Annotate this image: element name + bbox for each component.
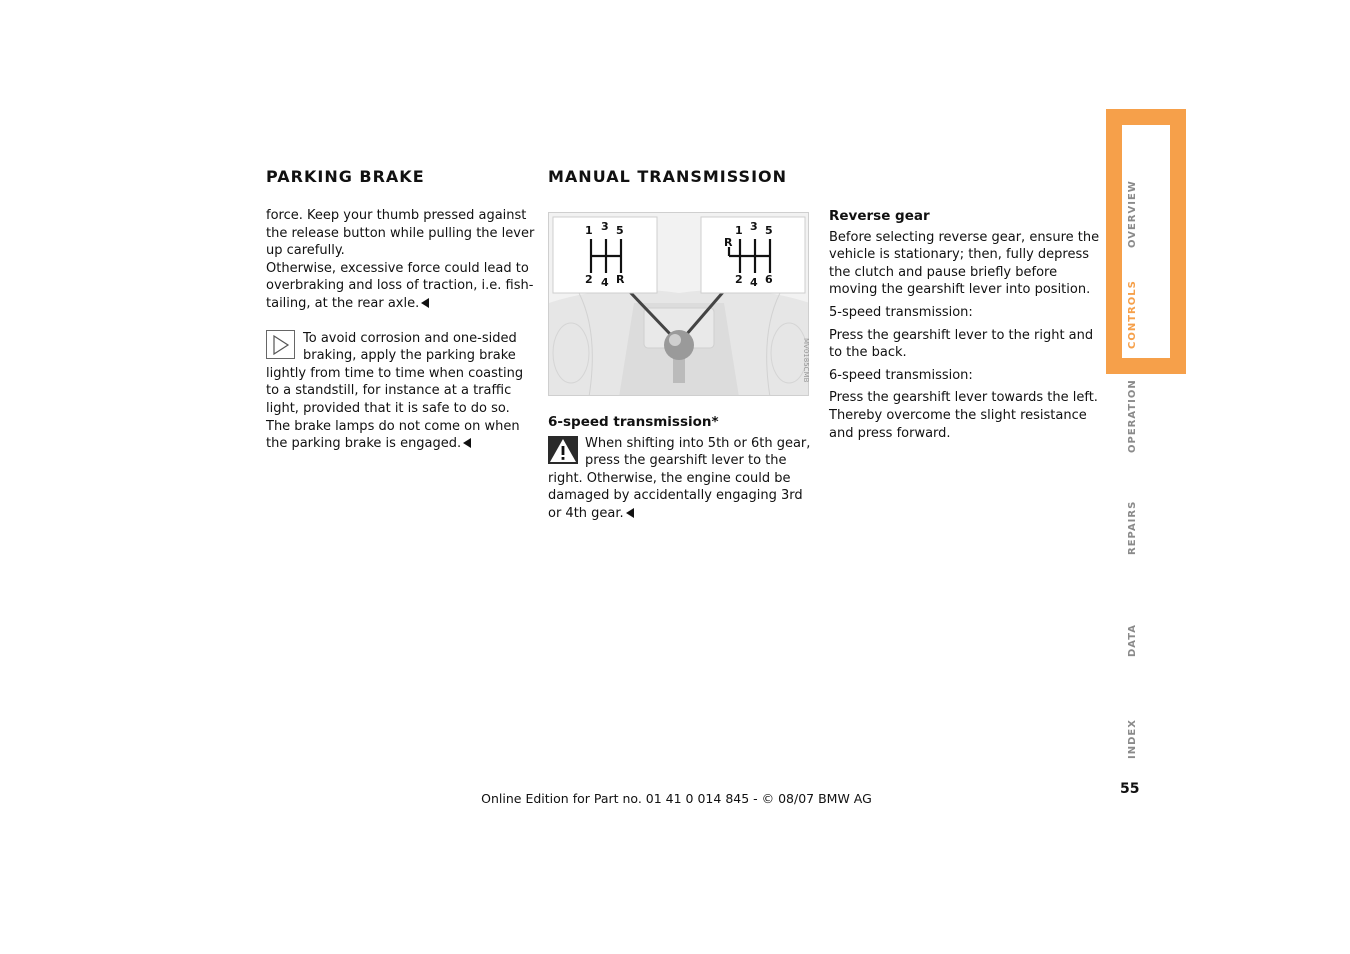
illustration-code: MV0185CMB bbox=[802, 338, 810, 383]
section-title-manual-transmission: MANUAL TRANSMISSION bbox=[548, 167, 788, 186]
section-title-parking-brake: PARKING BRAKE bbox=[266, 167, 425, 186]
gear-label: R bbox=[724, 236, 733, 249]
warning-triangle-icon bbox=[548, 436, 578, 464]
parking-brake-para2 bbox=[266, 260, 538, 313]
gear-label: 3 bbox=[601, 220, 609, 233]
gear-label: 5 bbox=[765, 224, 773, 237]
reverse-gear-para: Before selecting reverse gear, ensure the vehicle is stationary; then, fully depress the clutch and pause briefly before moving the gearshift lever into position. bbox=[829, 229, 1100, 298]
gear-label: 4 bbox=[601, 276, 609, 289]
tab-data[interactable]: DATA bbox=[1127, 623, 1138, 657]
gear-label: R bbox=[616, 273, 625, 286]
parking-brake-para2-text: Otherwise, excessive force could lead to overbraking and loss of traction, i.e. fish-tailing, at the rear axle. bbox=[266, 260, 534, 311]
five-speed-text: Press the gearshift lever to the right and to the back. bbox=[829, 327, 1094, 361]
end-mark-icon bbox=[626, 508, 634, 518]
gear-label: 6 bbox=[765, 273, 773, 286]
tab-index[interactable]: INDEX bbox=[1127, 719, 1138, 759]
six-speed-text: Press the gearshift lever towards the left. Thereby overcome the slight resistance and press forward. bbox=[829, 390, 1098, 441]
gear-label: 4 bbox=[750, 276, 758, 289]
tab-repairs[interactable]: REPAIRS bbox=[1127, 500, 1138, 555]
note-arrow-icon bbox=[266, 330, 295, 359]
note-text: To avoid corrosion and one-sided braking, apply the parking brake lightly from time to time when coasting to a standstill, for instance at a traffic light, provided that it is safe to do so. The brake lamps do not come on when the parking brake is engaged. bbox=[266, 330, 524, 452]
tab-overview[interactable]: OVERVIEW bbox=[1127, 180, 1138, 248]
gearshift-illustration bbox=[548, 212, 809, 396]
gear-label: 2 bbox=[735, 273, 743, 286]
parking-brake-para1: force. Keep your thumb pressed against the release button while pulling the lever up carefully. bbox=[266, 208, 535, 259]
six-speed-label: 6-speed transmission: bbox=[829, 367, 973, 383]
gear-label: 2 bbox=[585, 273, 593, 286]
page-number: 55 bbox=[1120, 781, 1140, 797]
middle-column bbox=[548, 414, 818, 523]
left-column bbox=[266, 207, 538, 453]
right-column bbox=[829, 208, 1101, 442]
warning-text: When shifting into 5th or 6th gear, press the gearshift lever to the right. Otherwise, the engine could be damaged by accidentally engaging 3rd or 4th gear. bbox=[548, 435, 811, 521]
six-speed-subheading: 6-speed transmission* bbox=[548, 414, 719, 430]
footer-text: Online Edition for Part no. 01 41 0 014 845 - © 08/07 BMW AG bbox=[481, 791, 872, 806]
warning-block bbox=[548, 435, 818, 523]
end-mark-icon bbox=[421, 298, 429, 308]
five-speed-label: 5-speed transmission: bbox=[829, 304, 973, 320]
gear-label: 1 bbox=[735, 224, 743, 237]
tab-operation[interactable]: OPERATION bbox=[1127, 379, 1138, 453]
end-mark-icon bbox=[463, 438, 471, 448]
reverse-gear-subheading: Reverse gear bbox=[829, 208, 930, 224]
gear-label: 3 bbox=[750, 220, 758, 233]
tab-controls[interactable]: CONTROLS bbox=[1127, 280, 1138, 349]
gear-label: 5 bbox=[616, 224, 624, 237]
gear-label: 1 bbox=[585, 224, 593, 237]
note-block bbox=[266, 330, 538, 453]
